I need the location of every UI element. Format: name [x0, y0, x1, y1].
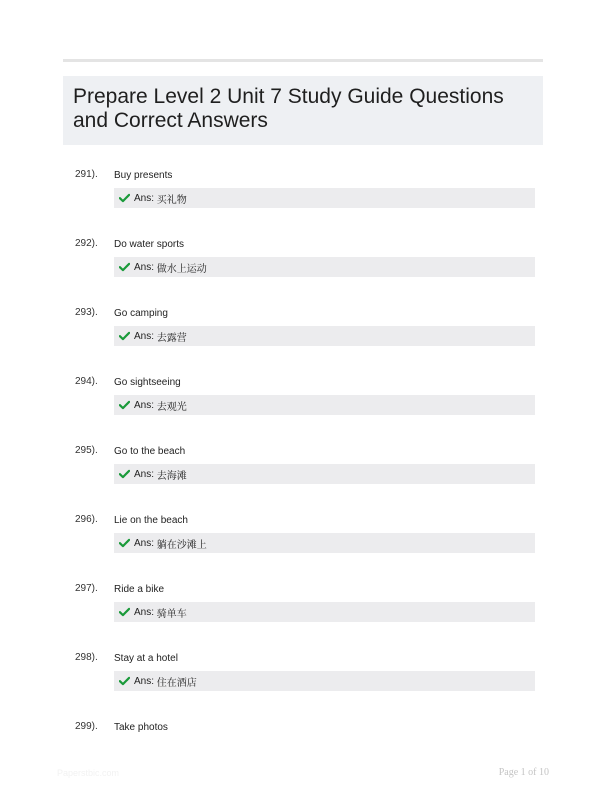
answer-prefix: Ans:	[134, 606, 155, 618]
answer-text: 骑单车	[156, 608, 187, 620]
answer-text: 去观光	[156, 401, 187, 413]
question-text: Do water sports	[114, 239, 185, 250]
answer-box	[114, 188, 535, 208]
qa-item	[63, 651, 543, 711]
question-number: 292).	[75, 238, 98, 249]
qa-item	[63, 375, 543, 435]
qa-item	[63, 237, 543, 297]
answer-box	[114, 395, 535, 415]
answer-prefix: Ans:	[134, 675, 155, 687]
answer-text: 去海滩	[156, 470, 187, 482]
question-number: 295).	[75, 445, 98, 456]
answer-text: 躺在沙滩上	[156, 539, 207, 551]
checkmark-icon	[119, 331, 130, 341]
question-text: Go sightseeing	[114, 377, 181, 388]
checkmark-icon	[119, 607, 130, 617]
qa-item	[63, 513, 543, 573]
qa-item	[63, 168, 543, 228]
question-number: 299).	[75, 721, 98, 732]
answer-prefix: Ans:	[134, 192, 155, 204]
qa-item	[63, 444, 543, 504]
question-number: 297).	[75, 583, 98, 594]
answer-prefix: Ans:	[134, 537, 155, 549]
answer-box	[114, 602, 535, 622]
answer-box	[114, 533, 535, 553]
answer-text: 去露营	[156, 332, 187, 344]
qa-item	[63, 720, 543, 740]
answer-box	[114, 326, 535, 346]
answer-text: 住在酒店	[156, 677, 197, 689]
question-text: Lie on the beach	[114, 515, 188, 526]
checkmark-icon	[119, 469, 130, 479]
answer-text: 做水上运动	[156, 263, 207, 275]
question-number: 298).	[75, 652, 98, 663]
checkmark-icon	[119, 193, 130, 203]
title-box	[63, 76, 543, 145]
question-text: Ride a bike	[114, 584, 165, 595]
question-text: Stay at a hotel	[114, 653, 178, 664]
answer-box	[114, 671, 535, 691]
answer-prefix: Ans:	[134, 330, 155, 342]
question-number: 294).	[75, 376, 98, 387]
qa-item	[63, 582, 543, 642]
question-number: 291).	[75, 169, 98, 180]
footer-watermark: Paperstbic.com	[57, 768, 120, 778]
answer-text: 买礼物	[156, 194, 187, 206]
answer-prefix: Ans:	[134, 399, 155, 411]
question-text: Go camping	[114, 308, 168, 319]
checkmark-icon	[119, 538, 130, 548]
checkmark-icon	[119, 676, 130, 686]
question-text: Go to the beach	[114, 446, 186, 457]
checkmark-icon	[119, 262, 130, 272]
question-number: 293).	[75, 307, 98, 318]
question-text: Buy presents	[114, 170, 173, 181]
question-number: 296).	[75, 514, 98, 525]
answer-box	[114, 464, 535, 484]
page-number: Page 1 of 10	[498, 767, 549, 778]
qa-item	[63, 306, 543, 366]
answer-box	[114, 257, 535, 277]
question-text: Take photos	[114, 722, 168, 733]
answer-prefix: Ans:	[134, 468, 155, 480]
document-title: Prepare Level 2 Unit 7 Study Guide Questions and Correct Answers	[73, 85, 504, 132]
checkmark-icon	[119, 400, 130, 410]
answer-prefix: Ans:	[134, 261, 155, 273]
top-divider	[63, 59, 543, 62]
